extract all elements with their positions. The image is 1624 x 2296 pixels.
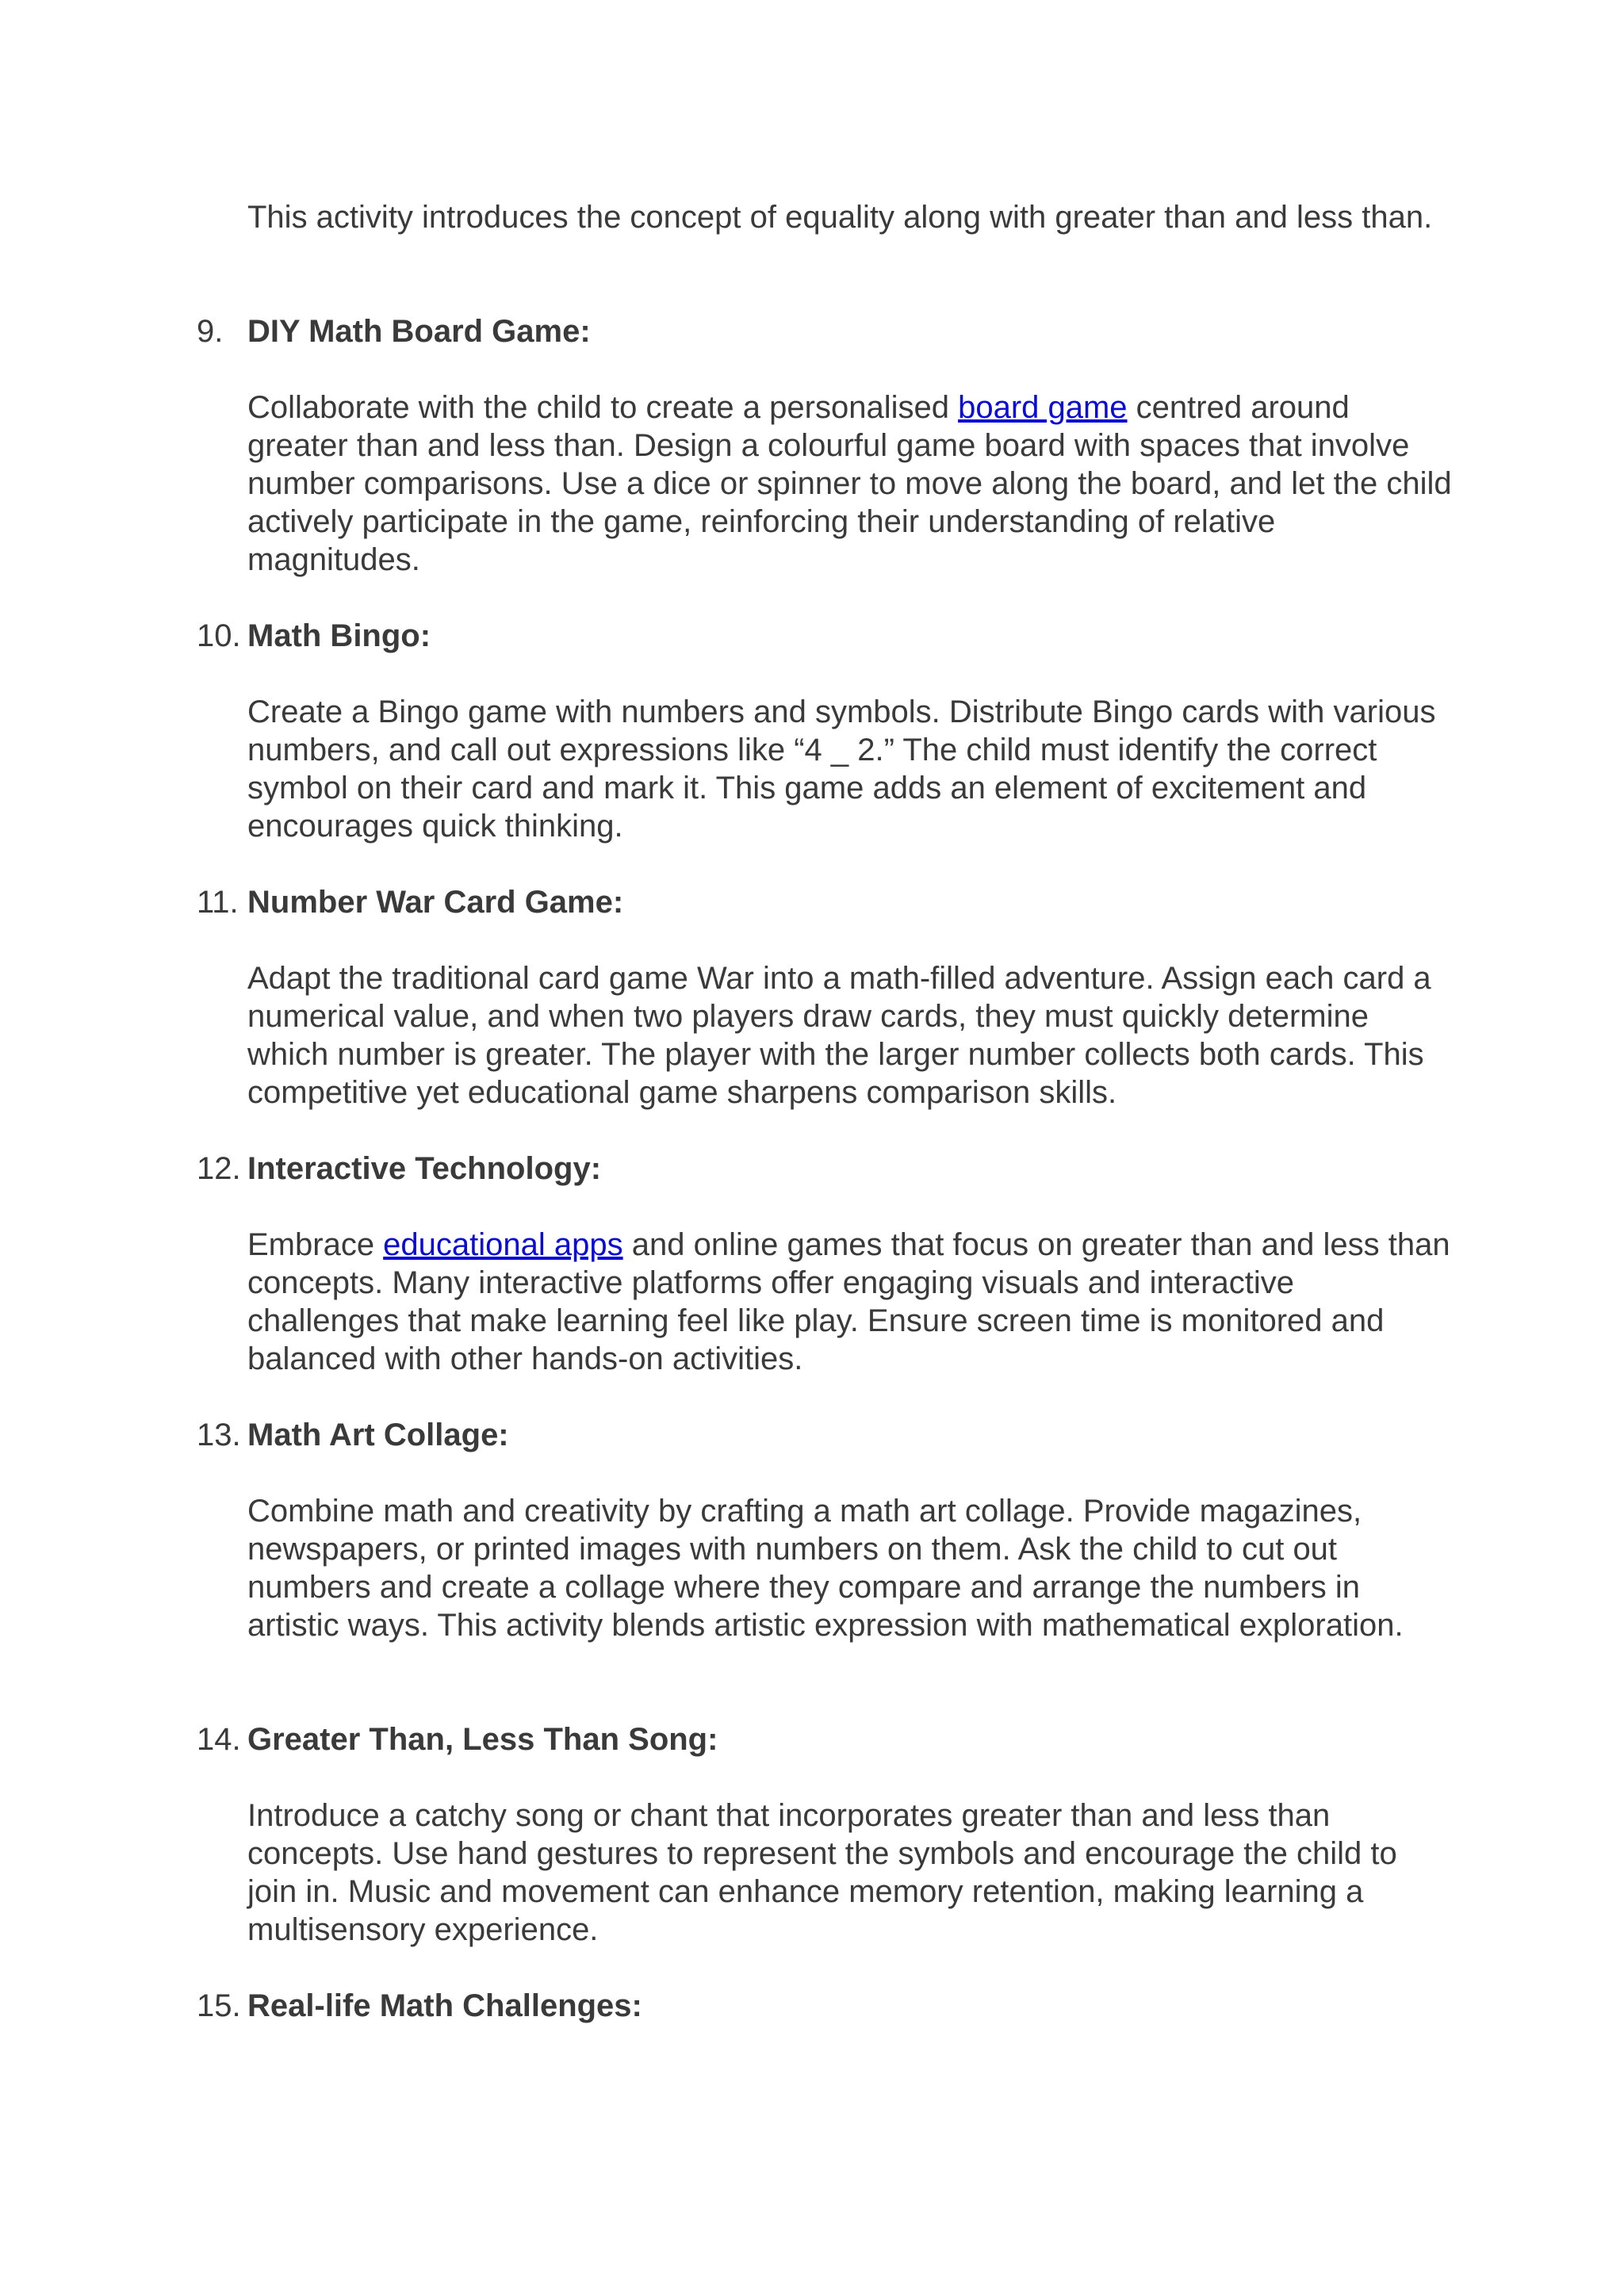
list-item-number: 14. [197,1722,241,1757]
list-item-number: 15. [197,1988,241,2023]
list-item-title: Number War Card Game: [247,885,624,920]
list-item-number: 9. [197,314,224,349]
paragraph-text: Collaborate with the child to create a personalised [247,390,959,425]
list-item-paragraph: Combine math and creativity by crafting a math art collage. Provide magazines, newspapers, or printed images with numbers on them. Ask the child to cut out numbers and create a collage where they compare and arrange the numbers in artistic ways. This activity blends artistic expression with mathematical exploration. [247,1494,1404,1643]
list-item-title: Math Bingo: [247,618,431,653]
list-item-number: 12. [197,1151,241,1186]
educational-apps-link[interactable]: educational apps [383,1227,623,1262]
paragraph-text: Embrace [247,1227,384,1262]
paragraph-text: and online games that focus on greater than and less than concepts. Many interactive platforms offer engaging visuals and interactive challenges that make learning feel like play. Ensure screen time is monitored and balanced with other hands-on activities. [247,1227,1450,1376]
board-game-link[interactable]: board game [958,390,1128,425]
list-item-paragraph: Create a Bingo game with numbers and symbols. Distribute Bingo cards with various numbers, and call out expressions like “4 _ 2.” The child must identify the correct symbol on their card and mark it. This game adds an element of excitement and encourages quick thinking. [247,695,1436,844]
list-item-paragraph: Adapt the traditional card game War into a math-filled adventure. Assign each card a numerical value, and when two players draw cards, they must quickly determine which number is greater. The player with the larger number collects both cards. This competitive yet educational game sharpens comparison skills. [247,961,1431,1110]
list-item-paragraph [247,1226,1453,1378]
list-item-paragraph: Introduce a catchy song or chant that incorporates greater than and less than concepts. Use hand gestures to represent the symbols and encourage the child to join in. Music and movement can enhance memory retention, making learning a multisensory experience. [247,1798,1397,1947]
list-item-title: DIY Math Board Game: [247,314,591,349]
list-item-title: Real-life Math Challenges: [247,1988,642,2023]
paragraph-text: centred around greater than and less than. Design a colourful game board with spaces that involve number comparisons. Use a dice or spinner to move along the board, and let the child actively participate in the game, reinforcing their understanding of relative magnitudes. [247,390,1452,577]
list-item-number: 13. [197,1418,241,1452]
list-item-title: Greater Than, Less Than Song: [247,1722,718,1757]
intro-paragraph: This activity introduces the concept of equality along with greater than and less than. [247,200,1433,235]
list-item-number: 11. [197,885,239,920]
list-item-number: 10. [197,618,241,653]
list-item-title: Math Art Collage: [247,1418,509,1452]
list-item-title: Interactive Technology: [247,1151,602,1186]
list-item-paragraph [247,388,1453,579]
